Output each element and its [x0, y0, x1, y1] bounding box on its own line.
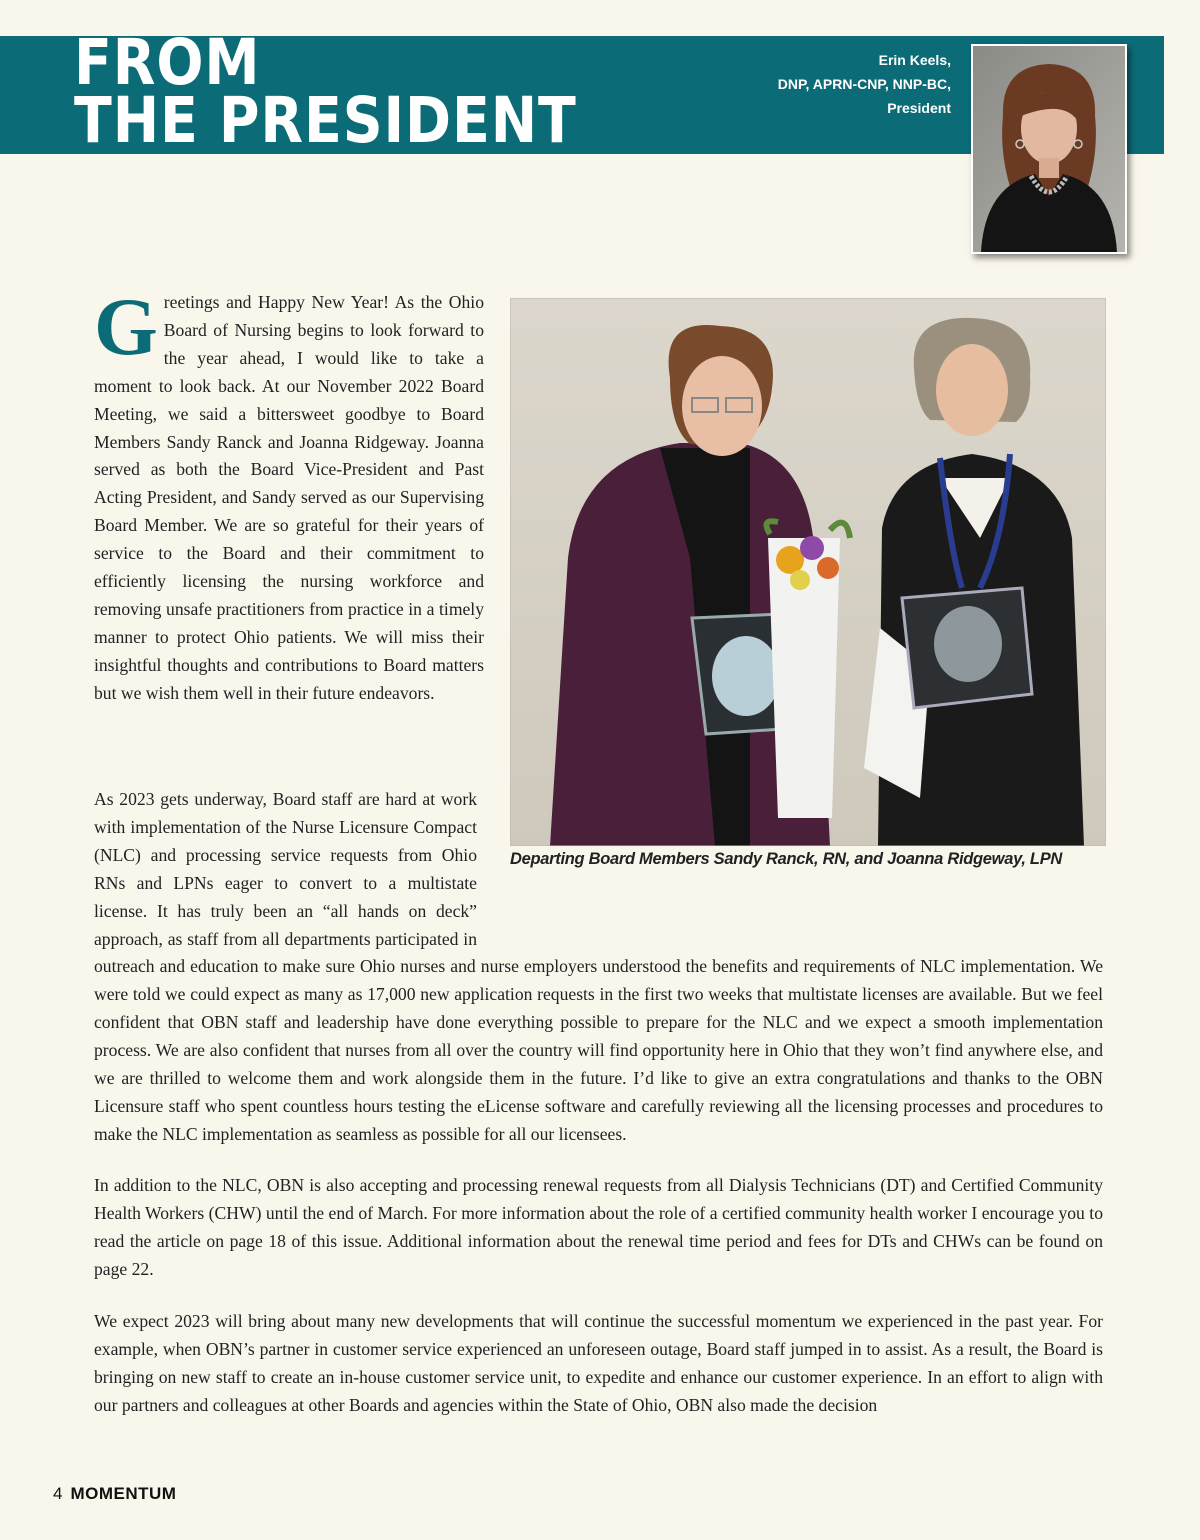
article-paragraph-2 — [94, 786, 1103, 1149]
page-title — [74, 26, 577, 157]
author-name: Erin Keels, — [878, 52, 951, 68]
article-paragraph-1-text: reetings and Happy New Year! As the Ohio Board of Nursing begins to look forward to the year ahead, I would like to take a moment to look back. At our November 2022 Board Meeting, we said a bittersweet goodbye to Board Members Sandy Ranck and Joanna Ridgeway. Joanna served as both the Board Vice-President and Past Acting President, and Sandy served as our Supervising Board Member. We are so grateful for their years of service to the Board and their commitment to efficiently licensing the nursing workforce and removing unsafe practitioners from practice in a timely manner to protect Ohio patients. We will miss their insightful thoughts and contributions to Board matters but we wish them well in their future endeavors. — [94, 292, 484, 703]
photo-wrap-spacer — [477, 786, 1103, 926]
title-line-1: FROM — [74, 26, 261, 99]
author-byline — [778, 48, 951, 120]
article-paragraph-3: In addition to the NLC, OBN is also accepting and processing renewal requests from all Dialysis Technicians (DT) and Certified Community Health Workers (CHW) until the end of March. For more information about the role of a certified community health worker I encourage you to read the article on page 18 of this issue. Additional information about the renewal time period and fees for DTs and CHWs can be found on page 22. — [94, 1175, 1103, 1279]
author-portrait — [971, 44, 1127, 254]
page-footer — [53, 1484, 176, 1504]
photo-caption: Departing Board Members Sandy Ranck, RN, and Joanna Ridgeway, LPN — [510, 850, 1063, 868]
drop-cap: G — [94, 281, 158, 372]
author-portrait-image — [973, 46, 1125, 252]
publication-name: MOMENTUM — [70, 1484, 177, 1503]
title-line-2: THE PRESIDENT — [74, 84, 577, 157]
board-members-photo — [510, 298, 1106, 846]
article-paragraph-4: We expect 2023 will bring about many new developments that will continue the successful momentum we experienced in the past year. For example, when OBN’s partner in customer service experienced an unforeseen outage, Board staff jumped in to assist. As a result, the Board is bringing on new staff to create an in-house customer service unit, to expedite and enhance our customer experience. In an effort to align with our partners and colleagues at other Boards and agencies within the State of Ohio, OBN also made the decision — [94, 1311, 1103, 1415]
author-credentials: DNP, APRN-CNP, NNP-BC, — [777, 76, 951, 92]
article-paragraph-1 — [94, 281, 484, 708]
author-role: President — [887, 100, 951, 116]
article-paragraph-2-text: As 2023 gets underway, Board staff are hard at work with implementation of the Nurse Licensure Compact (NLC) and processing service requests from Ohio RNs and LPNs eager to convert to a multistate license. It has truly been an “all hands on deck” approach, as staff from all departments participated in outreach and education to make sure Ohio nurses and nurse employers understood the benefits and requirements of NLC implementation. We were told we could expect as many as 17,000 new application requests in the first two weeks that multistate licenses are available. But we feel confident that OBN staff and leadership have done everything possible to prepare for the NLC and we expect a smooth implementation process. We are also confident that nurses from all over the country will find opportunity here in Ohio that they won’t find anywhere else, and we are thrilled to welcome them and work alongside them in the future. I’d like to give an extra congratulations and thanks to the OBN Licensure staff who spent countless hours testing the eLicense software and carefully reviewing all the licensing processes and procedures to make the NLC implementation as seamless as possible for all our licensees. — [94, 789, 1103, 1144]
page-number: 4 — [53, 1484, 63, 1503]
board-members-photo-image — [510, 298, 1106, 846]
